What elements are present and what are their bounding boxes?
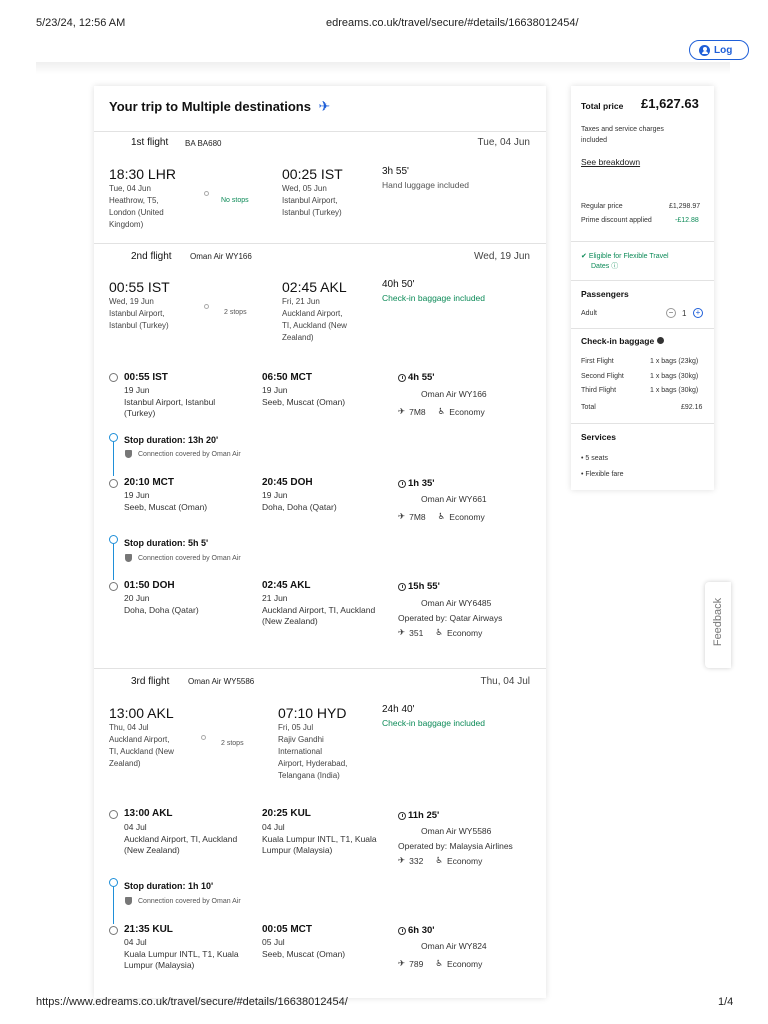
flight-3-dep-time: 13:00 AKL (109, 705, 174, 721)
airplane-icon: ✈ (398, 406, 406, 416)
segment-dep-time: 00:55 IST (124, 372, 168, 383)
segment-arr-time: 20:25 KUL (262, 808, 311, 819)
stop-marker (204, 191, 209, 196)
flight-3-dep-details: Thu, 04 Jul Auckland Airport, TI, Auckland (New Zealand) (109, 723, 174, 768)
segment-aircraft: ✈ 351 ♿ Economy (398, 627, 483, 638)
layover-covered: Connection covered by Oman Air (125, 897, 241, 905)
segment-aircraft: ✈ 7M8 ♿ Economy (398, 511, 485, 522)
seat-icon: ♿ (435, 958, 443, 968)
segment-marker (109, 926, 118, 935)
segment-dep-info: 19 Jun Istanbul Airport, Istanbul (Turkey) (124, 385, 216, 418)
clock-icon (398, 583, 406, 591)
flight-2-dep-time: 00:55 IST (109, 279, 170, 295)
segment-dep-info: 04 Jul Kuala Lumpur INTL, T1, Kuala Lumpur (Malaysia) (124, 937, 239, 970)
divider (94, 668, 546, 669)
segment-arr-time: 00:05 MCT (262, 924, 313, 935)
segment-dep-time: 13:00 AKL (124, 808, 173, 819)
segment-dep-info: 19 Jun Seeb, Muscat (Oman) (124, 490, 208, 512)
baggage-row-value: 1 x bags (30kg) (650, 387, 699, 394)
decrease-adult-button[interactable]: − (666, 308, 676, 318)
flight-2-date: Wed, 19 Jun (474, 251, 530, 262)
services-list (581, 451, 624, 483)
regular-price-label: Regular price (581, 203, 623, 210)
clock-icon (398, 374, 406, 382)
segment-duration: 6h 30' (398, 925, 435, 936)
info-icon[interactable] (657, 337, 664, 344)
passengers-title: Passengers (581, 289, 629, 299)
login-button[interactable] (689, 40, 749, 60)
seat-icon: ♿ (435, 627, 443, 637)
flight-3-duration: 24h 40' (382, 704, 415, 715)
segment-arr-time: 06:50 MCT (262, 372, 313, 383)
flight-1-dep-details: Tue, 04 Jun Heathrow, T5, London (United Kingdom) (109, 184, 164, 229)
clock-icon (398, 812, 406, 820)
flight-3-label: 3rd flight (131, 676, 170, 687)
layover-duration: Stop duration: 5h 5' (124, 538, 209, 548)
layover-duration: Stop duration: 13h 20' (124, 435, 219, 445)
prime-discount-value: -£12.88 (675, 217, 699, 224)
segment-arr-time: 20:45 DOH (262, 477, 313, 488)
clock-icon (398, 927, 406, 935)
login-label: Log (714, 44, 733, 56)
flight-1-number: BA BA680 (185, 139, 222, 148)
seat-icon: ♿ (435, 855, 443, 865)
increase-adult-button[interactable]: + (693, 308, 703, 318)
baggage-values (650, 355, 698, 399)
flight-1-dep-time: 18:30 LHR (109, 166, 176, 182)
adult-count: 1 (682, 309, 687, 318)
services-title: Services (581, 432, 616, 442)
flight-2-stops: 2 stops (224, 309, 247, 316)
segment-duration: 15h 55' (398, 581, 440, 592)
flight-3-arr-time: 07:10 HYD (278, 705, 347, 721)
flight-2-baggage: Check-in baggage included (382, 293, 486, 303)
layover-line (113, 887, 114, 924)
segment-arr-time: 02:45 AKL (262, 580, 311, 591)
info-icon[interactable]: ⓘ (611, 263, 619, 270)
segment-duration: 1h 35' (398, 478, 435, 489)
segment-marker (109, 810, 118, 819)
baggage-row-value: 1 x bags (23kg) (650, 358, 699, 365)
clock-icon (398, 480, 406, 488)
flight-1-duration: 3h 55' (382, 166, 409, 177)
flight-2-duration: 40h 50' (382, 279, 415, 290)
prime-discount-label: Prime discount applied (581, 217, 652, 224)
baggage-row-value: 1 x bags (30kg) (650, 372, 699, 380)
divider (571, 241, 714, 242)
baggage-total-label: Total (581, 404, 596, 411)
divider (571, 280, 714, 281)
flight-3-baggage: Check-in baggage included (382, 718, 486, 728)
divider (94, 243, 546, 244)
service-item: • Flexible fare (581, 471, 624, 478)
flight-1-baggage: Hand luggage included (382, 180, 469, 190)
segment-aircraft: ✈ 7M8 ♿ Economy (398, 406, 485, 417)
flight-2-dep-details: Wed, 19 Jun Istanbul Airport, Istanbul (Turkey) (109, 297, 169, 330)
divider (571, 423, 714, 424)
flight-1-arr-time: 00:25 IST (282, 166, 343, 182)
total-price-value: £1,627.63 (641, 96, 699, 111)
checkin-baggage-title: Check-in baggage (581, 336, 664, 346)
flight-1-stops: No stops (221, 197, 249, 204)
check-icon: ✔ (581, 253, 587, 260)
airplane-icon: ✈ (398, 511, 406, 521)
segment-aircraft: ✈ 789 ♿ Economy (398, 958, 483, 969)
segment-marker (109, 373, 118, 382)
feedback-tab[interactable] (705, 582, 731, 668)
divider (94, 131, 546, 132)
total-price-label: Total price (581, 101, 624, 111)
print-datetime: 5/23/24, 12:56 AM (36, 17, 126, 29)
segment-dep-time: 01:50 DOH (124, 580, 175, 591)
regular-price-value: £1,298.97 (669, 203, 701, 210)
segment-duration: 4h 55' (398, 372, 435, 383)
layover-covered: Connection covered by Oman Air (125, 554, 241, 562)
segment-arr-info: 05 Jul Seeb, Muscat (Oman) (262, 937, 346, 959)
flexible-dates-note: ✔ Eligible for Flexible Travel Dates ⓘ (581, 253, 669, 270)
baggage-total-value: £92.16 (681, 404, 703, 411)
segment-dep-info: 20 Jun Doha, Doha (Qatar) (124, 593, 199, 615)
segment-dep-time: 21:35 KUL (124, 924, 173, 935)
segment-carrier: Oman Air WY6485 (421, 598, 492, 608)
segment-operated-by: Operated by: Malaysia Airlines (398, 841, 513, 851)
layover-line (113, 544, 114, 580)
segment-dep-info: 04 Jul Auckland Airport, TI, Auckland (New Zealand) (124, 822, 238, 855)
print-page-number: 1/4 (718, 996, 734, 1008)
baggage-row-label: Second Flight (581, 372, 624, 380)
airplane-icon: ✈ (398, 855, 406, 865)
stop-marker (201, 735, 206, 740)
feedback-label: Feedback (712, 597, 724, 647)
segment-dep-time: 20:10 MCT (124, 477, 175, 488)
flight-1-date: Tue, 04 Jun (477, 137, 530, 148)
flight-1-label: 1st flight (131, 137, 169, 148)
service-item: • 5 seats (581, 455, 608, 462)
airplane-icon: ✈ (314, 98, 331, 114)
baggage-row-label: Third Flight (581, 387, 617, 394)
layover-marker (109, 535, 118, 544)
seat-icon: ♿ (437, 406, 446, 416)
segment-operated-by: Operated by: Qatar Airways (398, 613, 503, 623)
segment-arr-info: 19 Jun Seeb, Muscat (Oman) (262, 385, 346, 407)
layover-duration: Stop duration: 1h 10' (124, 881, 214, 891)
trip-title-text: Your trip to Multiple destinations (109, 99, 311, 114)
layover-marker (109, 878, 118, 887)
price-summary-card (571, 86, 714, 490)
segment-arr-info: 21 Jun Auckland Airport, TI, Auckland (New Zealand) (262, 593, 376, 626)
header-shadow (36, 62, 730, 74)
divider (571, 328, 714, 329)
layover-line (113, 442, 114, 476)
stop-marker (204, 304, 209, 309)
layover-covered: Connection covered by Oman Air (125, 450, 241, 458)
baggage-labels (581, 355, 624, 399)
flight-2-label: 2nd flight (131, 251, 172, 262)
flight-3-arr-details: Fri, 05 Jul Rajiv Gandhi International Airport, Hyderabad, Telangana (India) (278, 723, 348, 780)
shield-icon (125, 450, 132, 458)
baggage-row-label: First Flight (581, 358, 614, 365)
segment-arr-info: 19 Jun Doha, Doha (Qatar) (262, 490, 337, 512)
adult-label: Adult (581, 310, 597, 317)
taxes-note: Taxes and service charges included (581, 126, 664, 144)
flight-1-arr-details: Wed, 05 Jun Istanbul Airport, Istanbul (Turkey) (282, 184, 342, 217)
segment-carrier: Oman Air WY824 (421, 941, 487, 951)
flight-2-arr-time: 02:45 AKL (282, 279, 347, 295)
segment-aircraft: ✈ 332 ♿ Economy (398, 855, 483, 866)
airplane-icon: ✈ (398, 627, 406, 637)
layover-marker (109, 433, 118, 442)
segment-carrier: Oman Air WY166 (421, 389, 487, 399)
segment-marker (109, 582, 118, 591)
shield-icon (125, 897, 132, 905)
segment-arr-info: 04 Jul Kuala Lumpur INTL, T1, Kuala Lumpur (Malaysia) (262, 822, 377, 855)
flight-2-arr-details: Fri, 21 Jun Auckland Airport, TI, Auckland (New Zealand) (282, 297, 347, 342)
flight-2-number: Oman Air WY166 (190, 252, 252, 261)
user-icon (699, 45, 710, 56)
segment-carrier: Oman Air WY5586 (421, 826, 492, 836)
airplane-icon: ✈ (398, 958, 406, 968)
see-breakdown-link[interactable]: See breakdown (581, 157, 641, 167)
trip-title (109, 98, 330, 115)
shield-icon (125, 554, 132, 562)
seat-icon: ♿ (437, 511, 446, 521)
segment-marker (109, 479, 118, 488)
print-url: edreams.co.uk/travel/secure/#details/16638012454/ (326, 17, 579, 29)
flight-3-number: Oman Air WY5586 (188, 677, 255, 686)
flight-3-stops: 2 stops (221, 740, 244, 747)
flight-3-date: Thu, 04 Jul (480, 676, 530, 687)
print-footer-url: https://www.edreams.co.uk/travel/secure/#details/16638012454/ (36, 996, 348, 1008)
segment-duration: 11h 25' (398, 810, 439, 821)
segment-carrier: Oman Air WY661 (421, 494, 487, 504)
